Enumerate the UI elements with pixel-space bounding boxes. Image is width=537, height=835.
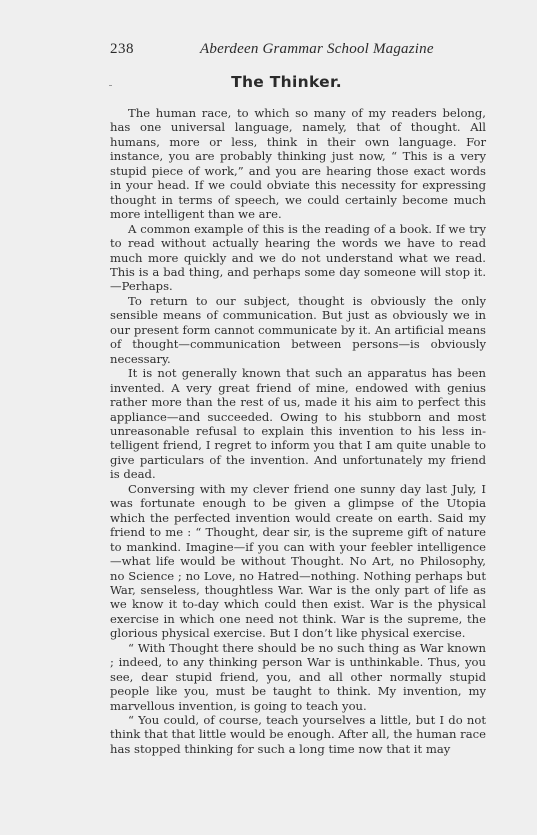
paragraph-1: The human race, to which so many of my readers belong, has one universal language, namely, that of thought. All humans, more or less, think in their own language. For instance, you are probably thinking just now, “ This is a very stupid piece of work,” and you are hearing those exact words in your head. If we could obviate this necessity for expressing thought in terms of speech, we could certainly become much more intelligent than we are. (110, 106, 486, 222)
paragraph-6: “ With Thought there should be no such thing as War known ; indeed, to any thinking person War is unthinkable. Thus, you see, dear stupid friend, you, and all other normally stupid people like you, must be taught to think. My invention, my marvellous invention, is going to teach you. (110, 640, 486, 713)
article-title: The Thinker. (231, 73, 342, 91)
paragraph-5: Conversing with my clever friend one sunny day last July, I was fortunate enough to be given a glimpse of the Utopia which the perfected invention would create on earth. Said my friend to me : “ Thought, dear sir, is the supreme gift of nature to mankind. Imagine—if you can with your feebler intelligence—what life would be without Thought. No Art, no Philosophy, no Science ; no Love, no Hatred—nothing. Nothing perhaps but War, senseless, thoughtless War. War is the only part of life as we know it to-day which could then exist. War is the physical exercise in which one need not think. War is the supreme, the glorious physical exercise. But I don’t like physical exercise. (110, 481, 486, 641)
running-title: Aberdeen Grammar School Magazine (200, 41, 434, 57)
paragraph-4: It is not generally known that such an apparatus has been invented. A very great friend of mine, endowed with genius rather more than the rest of us, made it his aim to perfect this appliance—and succeeded. Owing to his stubborn and most unreasonable refusal to explain this invention to his less in-telligent friend, I regret to inform you that I am quite unable to give particulars of the invention. And unfortunately my friend is dead. (110, 366, 486, 482)
paragraph-3: To return to our subject, thought is obviously the only sensible means of communication. But just as obviously we in our present form cannot communicate by it. An artificial means of thought—communication between persons—is obviously necessary. (110, 293, 486, 366)
paragraph-7: “ You could, of course, teach yourselves a little, but I do not think that that little would be enough. After all, the human race has stopped thinking for such a long time now that it may (110, 713, 486, 756)
page-number: 238 (110, 41, 134, 57)
article-body (110, 106, 486, 756)
paragraph-2: A common example of this is the reading of a book. If we try to read without actually hearing the words we have to read much more quickly and we do not understand what we read. This is a bad thing, and perhaps some day someone will stop it. —Perhaps. (110, 221, 486, 294)
page-header (110, 41, 490, 61)
